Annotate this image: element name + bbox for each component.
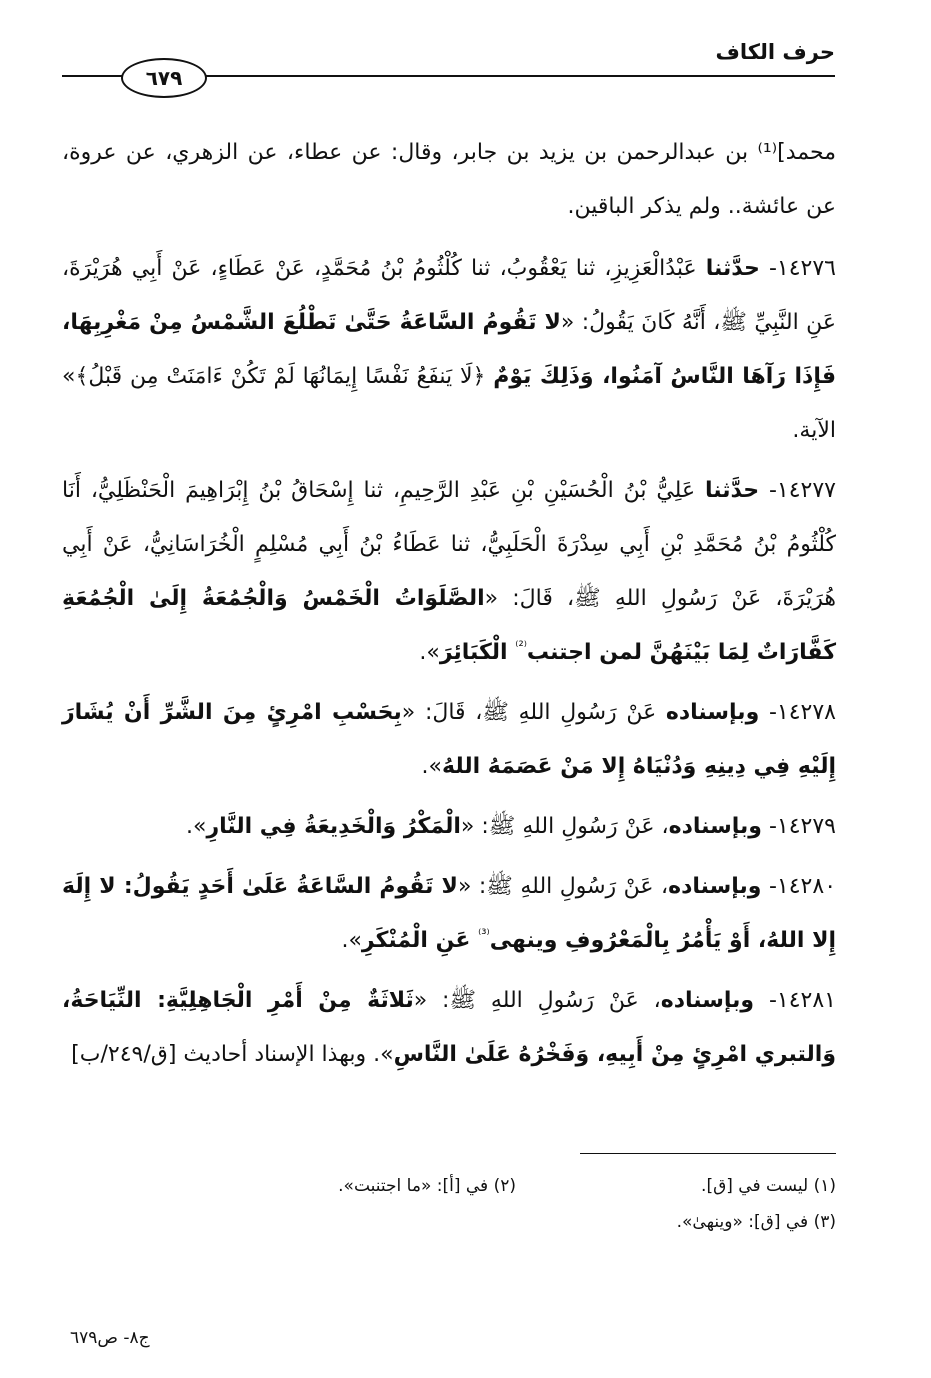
footnotes <box>190 1168 836 1240</box>
hadith-matn: لا تَقُومُ السَّاعَةُ عَلَىٰ أَحَدٍ يَقُولُ: لا إِلَهَ إِلا اللهُ، أَوْ يَأْمُرُ بِالْمَعْرُوفِ وينهى <box>62 874 836 953</box>
hadith-lead: وبإسناده <box>668 814 762 839</box>
footnote-row <box>190 1168 836 1204</box>
hadith-number: ١٤٢٧٧- <box>768 478 836 503</box>
hadith-matn: ثَلاثَةٌ مِنْ أَمْرِ الْجَاهِلِيَّةِ: النِّيَاحَةُ، وَالتبري امْرِئٍ مِنْ أَبِيهِ، وَفَخْرُهُ عَلَىٰ النَّاسِ <box>62 988 836 1067</box>
page-number: ٦٧٩ <box>121 58 207 98</box>
hadith-tail: ». <box>185 814 207 839</box>
hadith-tail: ». وبهذا الإسناد أحاديث [ق/٢٤٩/ب] <box>71 1042 394 1067</box>
continuation-paragraph: محمد]⁽¹⁾ بن عبدالرحمن بن يزيد بن جابر، وقال: عن عطاء، عن الزهري، عن عروة، عن عائشة.. ولم يذكر الباقين. <box>62 140 836 219</box>
hadith-tail: ». <box>341 928 362 953</box>
hadith-matn-end: عَنِ الْمُنْكَرِ <box>361 928 479 953</box>
footnote-row <box>190 1204 836 1240</box>
hadith-14276 <box>62 242 836 458</box>
hadith-14277 <box>62 464 836 680</box>
running-title: حرف الكاف <box>715 40 835 64</box>
hadith-tail: ». <box>419 640 440 665</box>
hadith-matn: بِحَسْبِ امْرِئٍ مِنَ الشَّرِّ أَنْ يُشَارَ إِلَيْهِ فِي دِينِهِ وَدُنْيَاهُ إِلا مَنْ عَصَمَهُ اللهُ <box>62 700 836 779</box>
hadith-isnad: ، عَنْ رَسُولِ اللهِ ﷺ: « <box>460 814 669 839</box>
hadith-number: ١٤٢٨١- <box>768 988 836 1013</box>
hadith-matn: الصَّلَوَاتُ الْخَمْسُ وَالْجُمُعَةُ إِلَىٰ الْجُمُعَةِ كَفَّارَاتٌ لِمَا بَيْنَهُنَّ لمن اجتنب <box>62 586 836 665</box>
hadith-tail: ». <box>421 754 442 779</box>
hadith-matn-end: الْكَبَائِرَ <box>439 640 516 665</box>
hadith-lead: وبإسناده <box>668 874 762 899</box>
hadith-isnad: ، عَنْ رَسُولِ اللهِ ﷺ: « <box>413 988 661 1013</box>
hadith-lead: وبإسناده <box>665 700 760 725</box>
hadith-14279 <box>62 800 836 854</box>
hadith-matn: لا تَقُومُ السَّاعَةُ حَتَّىٰ تَطْلُعَ الشَّمْسُ مِنْ مَغْرِبِهَا، فَإِذَا رَآهَا النَّاسُ آمَنُوا، وَذَلِكَ يَوْمٌ <box>62 310 836 389</box>
hadith-14281 <box>62 974 836 1082</box>
hadith-isnad: عَبْدُالْعَزِيزِ، ثنا يَعْقُوبُ، ثنا كُلْثُومُ بْنُ مُحَمَّدٍ، عَنْ عَطَاءٍ، عَنْ أَبِي هُرَيْرَةَ، عَنِ النَّبِيِّ ﷺ، أَنَّهُ كَانَ يَقُولُ: « <box>62 256 836 335</box>
main-text <box>62 126 836 1088</box>
hadith-number: ١٤٢٨٠- <box>768 874 837 899</box>
hadith-number: ١٤٢٧٦- <box>768 256 836 281</box>
hadith-isnad: عَلِيُّ بْنُ الْحُسَيْنِ بْنِ عَبْدِ الرَّحِيمِ، ثنا إِسْحَاقُ بْنُ إِبْرَاهِيمَ الْحَنْظَلِيُّ، أَنَا كُلْثُومُ بْنُ مُحَمَّدِ بْنِ أَبِي سِدْرَةَ الْحَلَبِيُّ، ثنا عَطَاءُ بْنُ أَبِي مُسْلِمٍ الْخُرَاسَانِيُّ، عَنْ أَبِي هُرَيْرَةَ، عَنْ رَسُولِ اللهِ ﷺ، قَالَ: « <box>62 478 837 611</box>
hadith-lead: حدَّثنا <box>704 478 760 503</box>
footnote-2: (٢) في [أ]: «ما اجتنبت». <box>338 1176 516 1196</box>
footnote-marker: ⁽³⁾ <box>478 927 490 943</box>
hadith-14280 <box>62 860 836 968</box>
hadith-matn: الْمَكْرُ وَالْخَدِيعَةُ فِي النَّارِ <box>206 814 461 839</box>
hadith-lead: وبإسناده <box>660 988 755 1013</box>
hadith-lead: حدَّثنا <box>705 256 760 281</box>
hadith-number: ١٤٢٧٨- <box>768 700 836 725</box>
footnote-1: (١) ليست في [ق]. <box>701 1176 836 1196</box>
hadith-14278 <box>62 686 836 794</box>
hadith-isnad: ، عَنْ رَسُولِ اللهِ ﷺ: « <box>457 874 669 899</box>
hadith-tail: ﴿لَا يَنفَعُ نَفْسًا إِيمَانُهَا لَمْ تَكُنْ ءَامَنَتْ مِن قَبْلُ﴾» الآية. <box>62 364 836 443</box>
footnote-3: (٣) في [ق]: «وينهىٰ». <box>676 1212 836 1232</box>
hadith-isnad: عَنْ رَسُولِ اللهِ ﷺ، قَالَ: « <box>401 700 666 725</box>
volume-page-ref: ج٨- ص٦٧٩ <box>70 1328 150 1348</box>
hadith-number: ١٤٢٧٩- <box>768 814 836 839</box>
footnote-rule <box>580 1153 836 1154</box>
footnote-marker: ⁽²⁾ <box>515 639 527 655</box>
